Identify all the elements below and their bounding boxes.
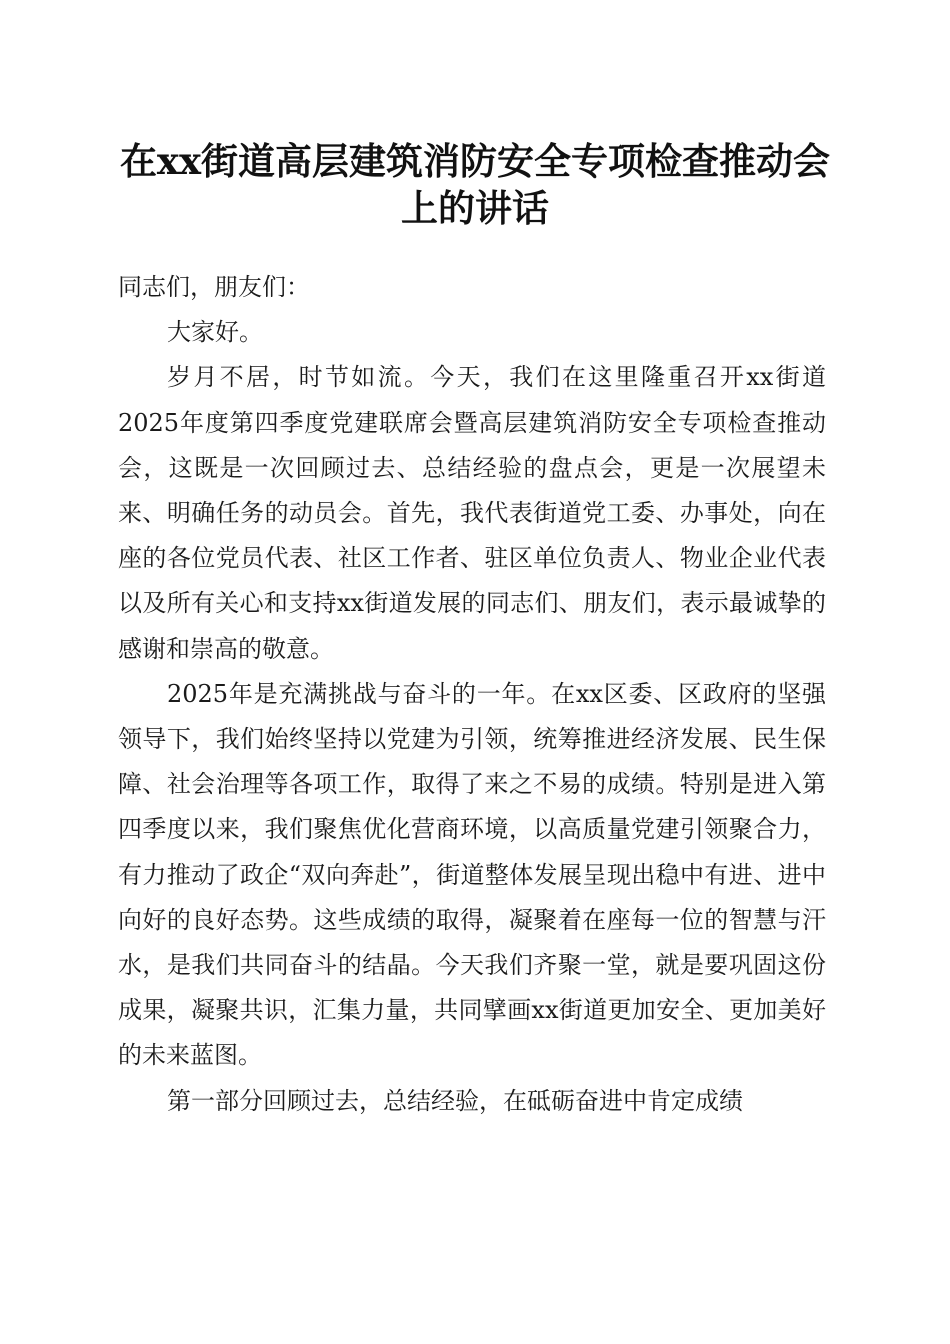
greeting: 大家好。 xyxy=(167,318,263,347)
document-title-line-2: 上的讲话 xyxy=(401,186,549,230)
section-heading: 第一部分回顾过去，总结经验，在砥砺奋进中肯定成绩 xyxy=(167,1086,743,1115)
document-title-line-1: 在xx街道高层建筑消防安全专项检查推动会 xyxy=(119,139,831,183)
paragraph-achievements: 2025年是充满挑战与奋斗的一年。在xx区委、区政府的坚强领导下，我们始终坚持以党建为引领，统筹推进经济发展、民生保障、社会治理等各项工作，取得了来之不易的成绩。特别是进入第四季度以来，我们聚焦优化营商环境，以高质量党建引领聚合力，有力推动了政企“双向奔赴”，街道整体发展呈现出稳中有进、进中向好的良好态势。这些成绩的取得，凝聚着在座每一位的智慧与汗水，是我们共同奋斗的结晶。今天我们齐聚一堂，就是要巩固这份成果，凝聚共识，汇集力量，共同擘画xx街道更加安全、更加美好的未来蓝图。 xyxy=(118,679,826,1070)
document-body xyxy=(118,265,826,1124)
salutation: 同志们，朋友们： xyxy=(118,273,310,301)
paragraph-opening: 岁月不居，时节如流。今天，我们在这里隆重召开xx街道2025年度第四季度党建联席会暨高层建筑消防安全专项检查推动会，这既是一次回顾过去、总结经验的盘点会，更是一次展望未来、明确任务的动员会。首先，我代表街道党工委、办事处，向在座的各位党员代表、社区工作者、驻区单位负责人、物业企业代表以及所有关心和支持xx街道发展的同志们、朋友们，表示最诚挚的感谢和崇高的敬意。 xyxy=(118,363,826,663)
